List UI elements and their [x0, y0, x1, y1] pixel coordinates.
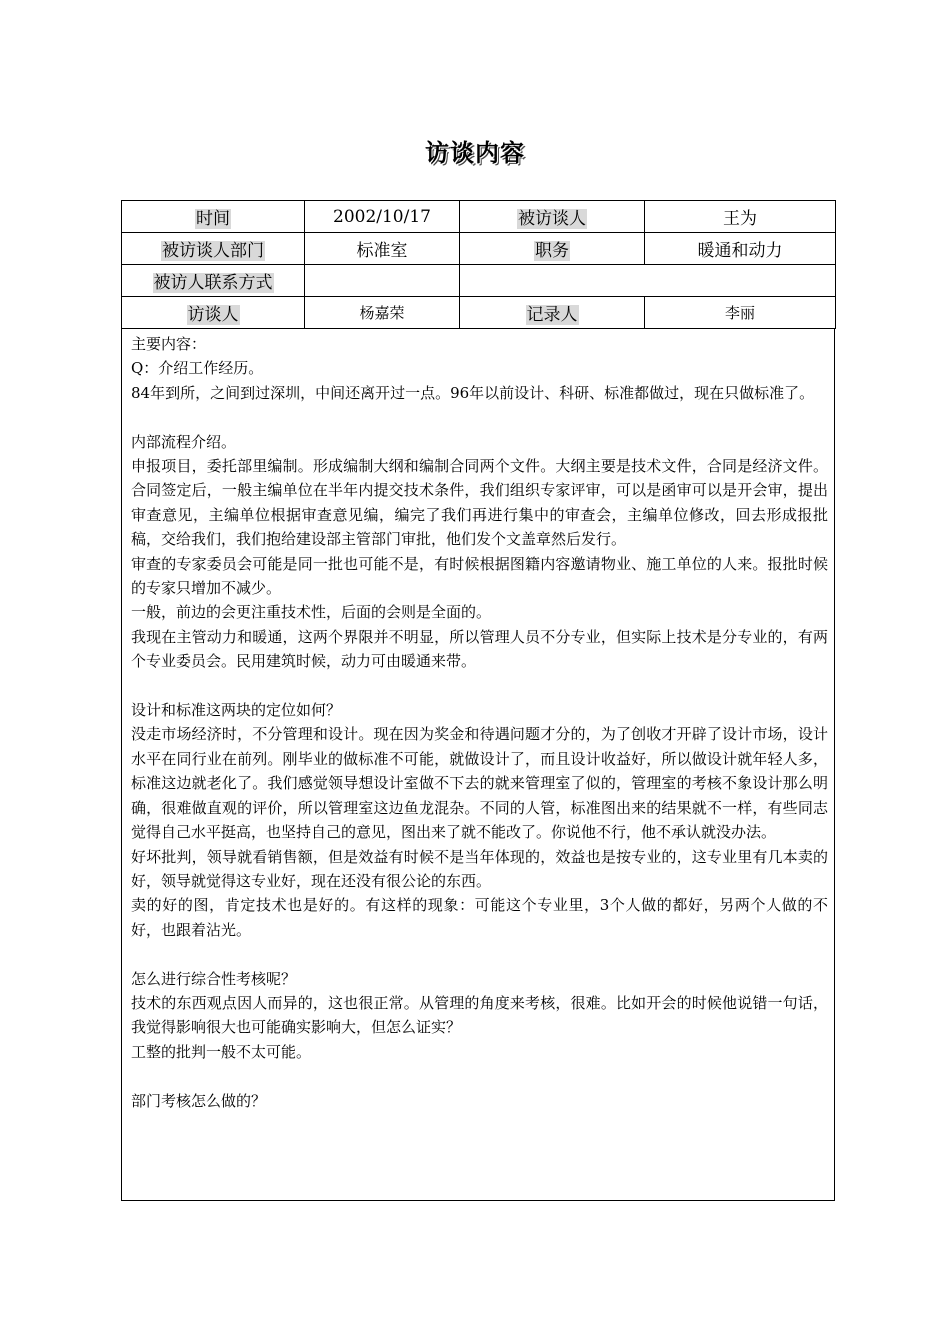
contact-label: 被访人联系方式: [153, 273, 273, 293]
position-label: 职务: [535, 241, 569, 261]
table-row: [122, 233, 836, 265]
interviewee-value: 王为: [645, 201, 836, 233]
recorder-value: 李丽: [645, 297, 836, 329]
content-paragraph: 部门考核怎么做的？: [131, 1091, 267, 1110]
content-paragraph: 工整的批判一般不太可能。: [131, 1042, 312, 1061]
table-row: [122, 201, 836, 233]
content-paragraph: 申报项目，委托部里编制。形成编制大纲和编制合同两个文件。大纲主要是技术文件，合同是经济文件。合同签定后，一般主编单位在半年内提交技术条件，我们组织专家评审，可以是函审可以是开会审，提出审查意见，主编单位根据审查意见编，编完了我们再进行集中的审查会，主编单位修改，回去形成报批稿，交给我们，我们抱给建设部主管部门审批，他们发个文盖章然后发行。: [131, 457, 828, 549]
recorder-label: 记录人: [526, 305, 578, 325]
position-value: 暖通和动力: [645, 233, 836, 265]
content-paragraph: 好坏批判，领导就看销售额，但是效益有时候不是当年体现的，效益也是按专业的，这专业里有几本卖的好，领导就觉得这专业好，现在还没有很公论的东西。: [131, 847, 828, 890]
content-paragraph: 技术的东西观点因人而异的，这也很正常。从管理的角度来考核，很难。比如开会的时候他说错一句话，我觉得影响很大也可能确实影响大，但怎么证实？: [131, 993, 828, 1037]
recorder-label-cell: [460, 297, 645, 329]
content-paragraphs: [131, 356, 828, 1113]
blank-line: [131, 405, 828, 429]
interviewer-value: 杨嘉荣: [305, 297, 460, 329]
content-paragraph: 卖的好的图，肯定技术也是好的。有这样的现象：可能这个专业里，3个人做的都好，另两个人做的不好，也跟着沾光。: [131, 896, 828, 939]
time-label-cell: [122, 201, 305, 233]
dept-label: 被访谈人部门: [162, 241, 264, 261]
page-title: 访谈内容: [425, 138, 525, 167]
content-paragraph: 84年到所，之间到过深圳，中间还离开过一点。96年以前设计、科研、标准都做过，现在只做标准了。: [131, 383, 815, 402]
table-row: [122, 265, 836, 297]
content-paragraph: 没走市场经济时，不分管理和设计。现在因为奖金和待遇问题才分的，为了创收才开辟了设计市场，设计水平在同行业在前列。刚毕业的做标准不可能，就做设计了，而且设计收益好，所以做设计就年轻人多，标准这边就老化了。我们感觉领导想设计室做不下去的就来管理室了似的，管理室的考核不象设计那么明确，很难做直观的评价，所以管理室这边鱼龙混杂。不同的人管，标准图出来的结果就不一样，有些同志觉得自己水平挺高，也坚持自己的意见，图出来了就不能改了。你说他不行，他不承认就没办法。: [131, 725, 828, 842]
content-heading: 主要内容：: [131, 335, 207, 353]
table-row: [122, 297, 836, 329]
content-paragraph: Q：介绍工作经历。: [131, 359, 264, 378]
blank-line: [131, 674, 828, 698]
contact-value: [460, 265, 836, 297]
time-label: 时间: [196, 209, 230, 229]
dept-value: 标准室: [305, 233, 460, 265]
position-label-cell: [460, 233, 645, 265]
interviewee-label-cell: [460, 201, 645, 233]
content-paragraph: 审查的专家委员会可能是同一批也可能不是，有时候根据图籍内容邀请物业、施工单位的人来。报批时候的专家只增加不减少。: [131, 554, 828, 598]
blank-line: [131, 942, 828, 966]
content-paragraph: 我现在主管动力和暖通，这两个界限并不明显，所以管理人员不分专业，但实际上技术是分专业的，有两个专业委员会。民用建筑时候，动力可由暖通来带。: [131, 627, 828, 671]
contact-label-cell: [122, 265, 305, 297]
interview-info-table: [121, 200, 836, 329]
content-paragraph: 内部流程介绍。: [131, 432, 237, 451]
content-paragraph: 设计和标准这两块的定位如何？: [131, 701, 342, 720]
content-paragraph: 一般，前边的会更注重技术性，后面的会则是全面的。: [131, 603, 492, 622]
contact-spacer: [305, 265, 460, 297]
blank-line: [131, 1064, 828, 1088]
content-paragraph: 怎么进行综合性考核呢？: [131, 969, 297, 988]
time-value: 2002/10/17: [305, 201, 460, 233]
interviewer-label-cell: [122, 297, 305, 329]
dept-label-cell: [122, 233, 305, 265]
interviewee-label: 被访谈人: [518, 209, 586, 229]
interviewer-label: 访谈人: [187, 305, 239, 325]
main-content-box: [121, 328, 835, 1201]
